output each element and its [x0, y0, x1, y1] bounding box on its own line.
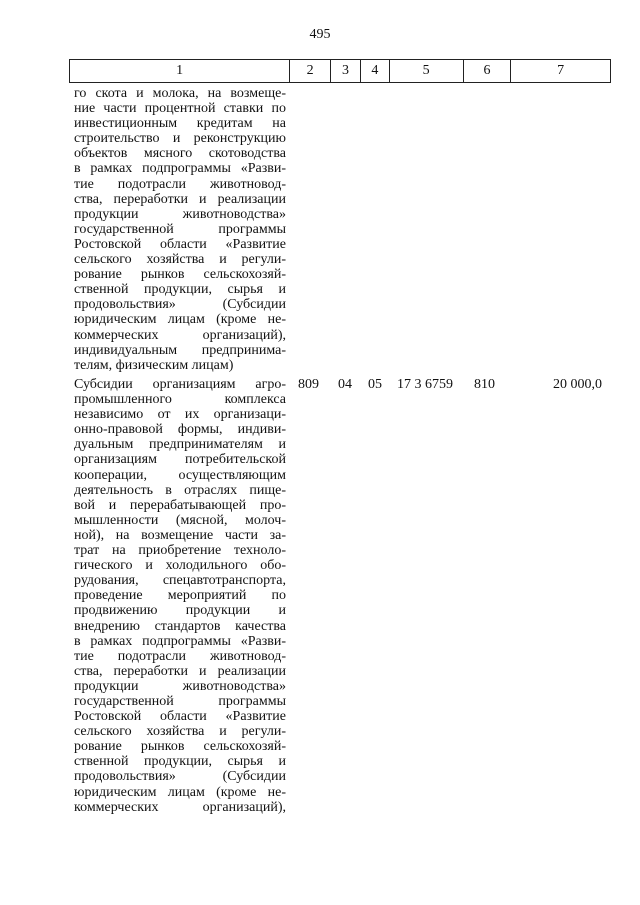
text-line: вой и перерабатывающей про-: [74, 497, 286, 513]
cell-col-4: 05: [368, 377, 382, 392]
text-line: рование рынков сельскохозяй-: [74, 267, 286, 283]
table-row-description: [74, 377, 286, 815]
text-line: тие подотрасли животновод-: [74, 176, 286, 192]
text-line: ственной продукции, сырья и: [74, 754, 286, 770]
text-line: ние части процентной ставки по: [74, 101, 286, 117]
cell-col-2: 809: [298, 377, 319, 392]
text-line: продовольствия» (Субсидии: [74, 769, 286, 785]
text-line: внедрению стандартов качества: [74, 618, 286, 634]
cell-col-7: 20 000,0: [553, 377, 602, 392]
text-line: строительство и реконструкцию: [74, 131, 286, 147]
text-line: продовольствия» (Субсидии: [74, 297, 286, 313]
text-line: го скота и молока, на возмеще-: [74, 86, 286, 101]
text-line: Субсидии организациям агро-: [74, 377, 286, 392]
text-line: деятельность в отраслях пище-: [74, 482, 286, 498]
header-col-4: 4: [361, 60, 390, 82]
text-line: в рамках подпрограммы «Разви-: [74, 161, 286, 177]
text-line: рудования, спецавтотранспорта,: [74, 573, 286, 589]
text-line: ственной продукции, сырья и: [74, 282, 286, 298]
text-line: инвестиционным кредитам на: [74, 116, 286, 132]
text-line: рование рынков сельскохозяй-: [74, 739, 286, 755]
text-line: организациям потребительской: [74, 452, 286, 468]
text-line: ства, переработки и реализации: [74, 663, 286, 679]
page-number: 495: [309, 27, 331, 42]
header-col-2: 2: [290, 60, 331, 82]
text-line: ства, переработки и реализации: [74, 191, 286, 207]
text-line: проведение мероприятий по: [74, 588, 286, 604]
cell-col-6: 810: [474, 377, 495, 392]
header-col-7: 7: [557, 63, 565, 78]
text-line: юридическим лицам (кроме не-: [74, 784, 286, 800]
text-line: гического и холодильного обо-: [74, 558, 286, 574]
table-row-values: [69, 377, 611, 393]
text-line: продукции животноводства»: [74, 206, 286, 222]
text-line: сельского хозяйства и регули-: [74, 724, 286, 740]
header-col-1: 1: [70, 60, 290, 82]
text-line: онно-правовой формы, индиви-: [74, 422, 286, 438]
text-line: продукции животноводства»: [74, 678, 286, 694]
text-line: коммерческих организаций),: [74, 327, 286, 343]
text-line: мышленности (мясной, молоч-: [74, 512, 286, 528]
text-line: ной), на возмещение части за-: [74, 527, 286, 543]
text-line: независимо от их организаци-: [74, 407, 286, 423]
text-line: государственной программы: [74, 221, 286, 237]
text-line: государственной программы: [74, 693, 286, 709]
text-line: Ростовской области «Развитие: [74, 236, 286, 252]
text-line: кооперации, осуществляющим: [74, 467, 286, 483]
text-line: Ростовской области «Развитие: [74, 709, 286, 725]
table-header: [69, 59, 611, 83]
text-line: дуальным предпринимателям и: [74, 437, 286, 453]
header-col-5: 5: [390, 60, 464, 82]
text-line: коммерческих организаций),: [74, 799, 286, 815]
text-line: юридическим лицам (кроме не-: [74, 312, 286, 328]
text-line: трат на приобретение техноло-: [74, 543, 286, 559]
text-line: тие подотрасли животновод-: [74, 648, 286, 664]
text-line: продвижению продукции и: [74, 603, 286, 619]
text-line: индивидуальным предпринима-: [74, 342, 286, 358]
text-line: сельского хозяйства и регули-: [74, 252, 286, 268]
header-col-3: 3: [331, 60, 361, 82]
text-line: телям, физическим лицам): [74, 357, 234, 373]
text-line: объектов мясного скотоводства: [74, 146, 286, 162]
cell-col-3: 04: [338, 377, 352, 392]
text-line: промышленного комплекса: [74, 392, 286, 408]
text-line: в рамках подпрограммы «Разви-: [74, 633, 286, 649]
cell-col-5: 17 3 6759: [397, 377, 453, 392]
header-col-6: 6: [464, 60, 512, 82]
table-row-description: [74, 86, 286, 373]
